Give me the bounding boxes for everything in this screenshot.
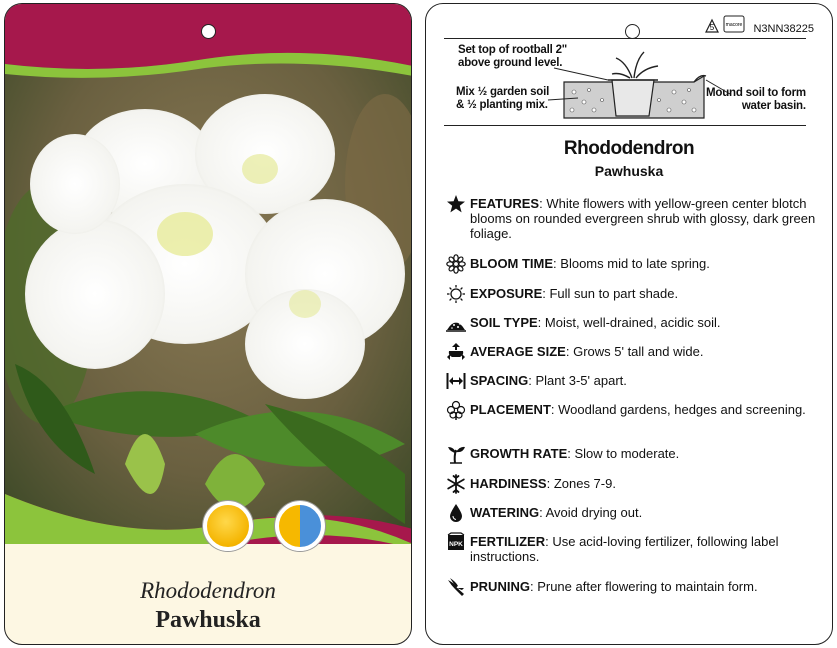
feature-text: Grows 5' tall and wide.	[573, 344, 704, 359]
feature-text: Prune after flowering to maintain form.	[537, 579, 758, 594]
part-shade-icon	[275, 501, 325, 551]
feature-text: Slow to moderate.	[574, 446, 680, 461]
feature-text: Avoid drying out.	[545, 505, 643, 520]
svg-text:NPK: NPK	[449, 541, 463, 548]
feature-text: Plant 3-5' apart.	[535, 373, 627, 388]
feature-label: GROWTH RATE	[470, 446, 568, 461]
recycle-logo	[702, 12, 748, 36]
sun-icon	[446, 284, 466, 304]
plant-photo	[5, 4, 411, 544]
feature-text: Full sun to part shade.	[549, 286, 679, 301]
sku-code: N3NN38225	[753, 23, 814, 35]
divider	[444, 125, 806, 126]
spacing-icon	[446, 371, 466, 391]
full-sun-icon	[203, 501, 253, 551]
feature-text: Use acid-loving fertilizer, following label instructions.	[470, 534, 779, 564]
feature-label: WATERING	[470, 505, 540, 520]
planting-note-water-basin-text: Mound soil to form water basin.	[706, 87, 806, 112]
feature-text: White flowers with yellow-green center blotch blooms on rounded evergreen shrub with glossy, dark green foliage.	[470, 196, 816, 241]
pruners-icon	[446, 577, 466, 597]
feature-text: Woodland gardens, hedges and screening.	[558, 402, 806, 417]
water-drop-icon	[446, 503, 466, 523]
soil-icon	[446, 313, 466, 333]
back-cultivar-name: Pawhuska	[594, 163, 664, 179]
feature-label: PRUNING	[470, 579, 530, 594]
planting-note-rootball	[458, 44, 567, 70]
back-tag: 5 macore N3NN38225 Set top of rootball 2" above ground level. Mix ½ garden soil & ½ planting mix. Mound soil to form water basin. Rhododendron Pawhuska FEATURES: White flowers with yellow-green center blotch blooms on rounded evergreen shrub with glossy, dark green foliage. BLOOM TIME: Blooms mid to late spring. EXPOSURE: Full sun to part shade. SOIL TYPE: Moist, well-drained, acidic soil. AVERAGE SIZE: Grows 5' tall and wide. SPACING: Plant 3-5' apart. PLACEMENT: Woodland gardens, hedges and screening. GROWTH RATE: Slow to moderate. HARDINESS: Zones 7-9. WATERING: Avoid drying out. NPK FERTILIZER: Use acid-loving fertilizer, following label instructions. PRUNING: Prune after flowering to maintain form.	[425, 3, 833, 645]
snowflake-icon	[446, 474, 466, 494]
front-genus-name: Rhododendron	[140, 578, 276, 603]
flower-icon	[446, 254, 466, 274]
front-cultivar-name: Pawhuska	[155, 607, 261, 633]
hang-hole	[625, 24, 640, 39]
feature-text: Moist, well-drained, acidic soil.	[544, 315, 721, 330]
recycle-logo-text: macore	[725, 22, 743, 28]
recycle-number: 5	[709, 23, 715, 32]
feature-label: AVERAGE SIZE	[470, 344, 566, 359]
back-genus-name: Rhododendron	[563, 138, 695, 159]
feature-label: FERTILIZER	[470, 534, 546, 549]
feature-label: PLACEMENT	[470, 402, 551, 417]
growth-icon	[446, 444, 466, 464]
planting-note-rootball-text: Set top of rootball 2" above ground level.	[458, 44, 568, 69]
feature-label: FEATURES	[470, 196, 540, 211]
feature-label: HARDINESS	[470, 476, 547, 491]
feature-label: BLOOM TIME	[470, 256, 554, 271]
placement-icon	[446, 400, 466, 420]
planting-note-water-basin	[706, 87, 806, 113]
star-icon	[446, 194, 466, 214]
size-icon	[446, 342, 466, 362]
front-tag	[4, 3, 412, 645]
planting-diagram	[444, 40, 824, 124]
planting-note-soil-mix-text: Mix ½ garden soil & ½ planting mix.	[456, 86, 550, 111]
npk-icon	[446, 532, 466, 552]
feature-label: EXPOSURE	[470, 286, 543, 301]
feature-label: SPACING	[470, 373, 529, 388]
planting-note-soil-mix	[456, 86, 549, 112]
hang-hole	[201, 24, 216, 39]
feature-text: Blooms mid to late spring.	[560, 256, 710, 271]
feature-text: Zones 7-9.	[553, 476, 616, 491]
divider	[444, 38, 806, 39]
feature-label: SOIL TYPE	[470, 315, 538, 330]
